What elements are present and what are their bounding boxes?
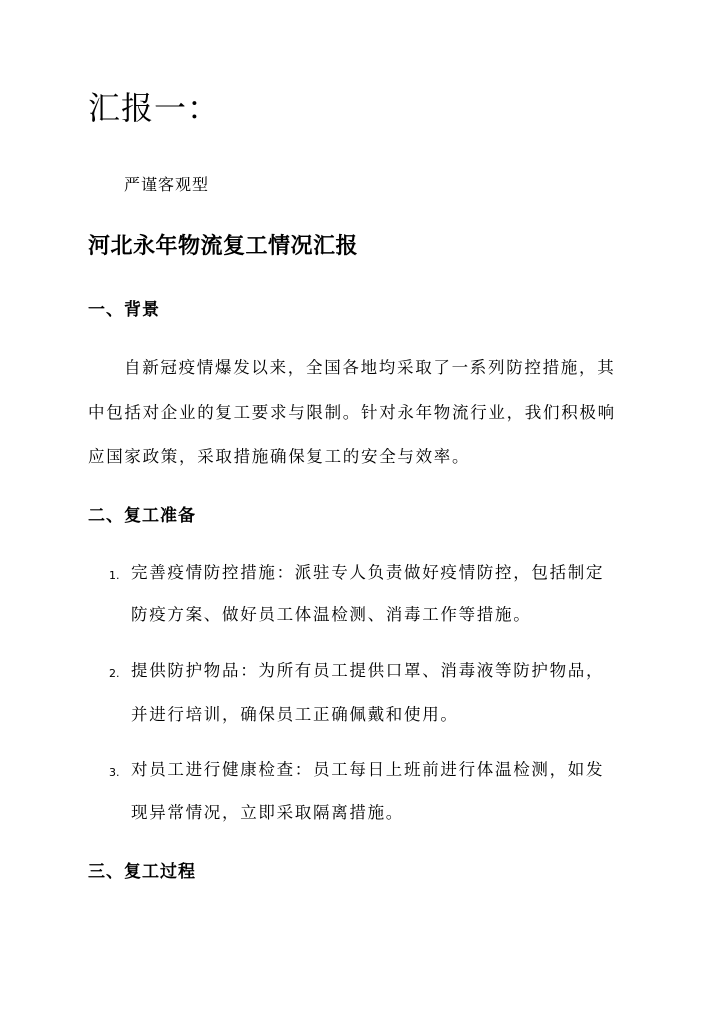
list-item-number: 3. [109,766,120,779]
paragraph-line: 应国家政策，采取措施确保复工的安全与效率。 [88,447,471,466]
list-item-number: 2. [109,667,120,680]
main-title: 汇报一： [88,89,221,127]
list-item-line: 并进行培训，确保员工正确佩戴和使用。 [131,705,459,724]
list-item-line: 现异常情况，立即采取隔离措施。 [131,803,404,822]
paragraph-line: 中包括对企业的复工要求与限制。针对永年物流行业，我们积极响 [88,403,616,422]
paragraph-line: 自新冠疫情爆发以来，全国各地均采取了一系列防控措施，其 [124,358,616,377]
list-item-line: 提供防护物品：为所有员工提供口罩、消毒液等防护物品， [131,661,605,680]
section-heading-process: 三、复工过程 [88,862,196,882]
list-item-line: 对员工进行健康检查：员工每日上班前进行体温检测，如发 [131,760,605,779]
list-item-line: 完善疫情防控措施：派驻专人负责做好疫情防控，包括制定 [131,563,605,582]
list-item-number: 1. [109,569,120,582]
subtitle: 严谨客观型 [124,175,210,194]
section-heading-preparation: 二、复工准备 [88,506,196,526]
list-item-line: 防疫方案、做好员工体温检测、消毒工作等措施。 [131,605,532,624]
report-title: 河北永年物流复工情况汇报 [88,233,359,259]
section-heading-background: 一、背景 [88,300,160,320]
